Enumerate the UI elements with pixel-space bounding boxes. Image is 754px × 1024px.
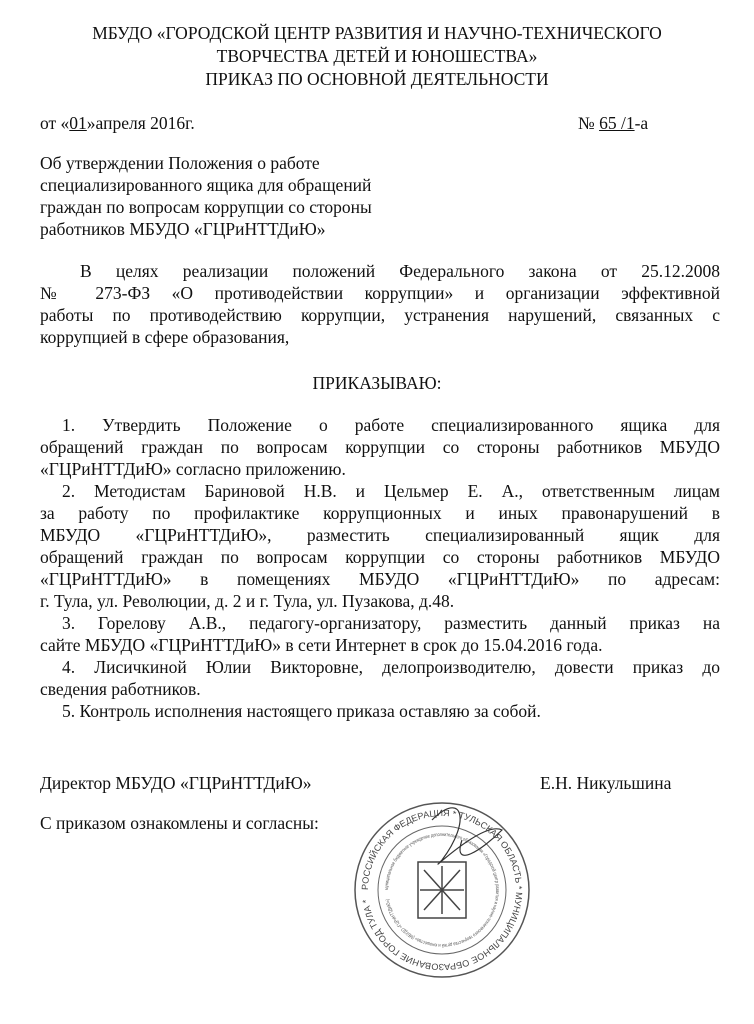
order-item-line: обращений граждан по вопросам коррупции со стороны работников МБУДО xyxy=(40,547,720,567)
acknowledged-label: С приказом ознакомлены и согласны: xyxy=(40,813,319,833)
order-item-line: сайте МБУДО «ГЦРиНТТДиЮ» в сети Интернет в срок до 15.04.2016 года. xyxy=(40,635,603,655)
org-header-line1: МБУДО «ГОРОДСКОЙ ЦЕНТР РАЗВИТИЯ И НАУЧНО-ТЕХНИЧЕСКОГО xyxy=(92,23,662,43)
order-item-line: 2. Методистам Бариновой Н.В. и Цельмер Е. А., ответственным лицам xyxy=(62,481,720,501)
order-item-line: «ГЦРиНТТДиЮ» согласно приложению. xyxy=(40,459,346,479)
order-item-line: 1. Утвердить Положение о работе специализированного ящика для xyxy=(62,415,720,435)
preamble-line: коррупцией в сфере образования, xyxy=(40,327,290,347)
order-word: ПРИКАЗЫВАЮ: xyxy=(312,373,442,393)
subject-line: специализированного ящика для обращений xyxy=(40,175,372,195)
order-item-line: 3. Горелову А.В., педагогу-организатору, разместить данный приказ на xyxy=(62,613,720,633)
order-item-line: сведения работников. xyxy=(40,679,201,699)
order-date xyxy=(40,112,195,134)
order-item-line: обращений граждан по вопросам коррупции со стороны работников МБУДО xyxy=(40,437,720,457)
number-prefix: № xyxy=(578,113,600,133)
order-item-line: 4. Лисичкиной Юлии Викторовне, делопроизводителю, довести приказ до xyxy=(62,657,720,677)
subject-line: граждан по вопросам коррупции со стороны xyxy=(40,197,372,217)
order-item-line: за работу по профилактике коррупционных и иных правонарушений в xyxy=(40,503,720,523)
preamble-line: В целях реализации положений Федерального закона от 25.12.2008 xyxy=(80,261,720,281)
subject-line: работников МБУДО «ГЦРиНТТДиЮ» xyxy=(40,219,326,239)
order-item-line: 5. Контроль исполнения настоящего приказа оставляю за собой. xyxy=(62,701,541,721)
number-value: 65 /1 xyxy=(599,113,635,133)
document-title: ПРИКАЗ ПО ОСНОВНОЙ ДЕЯТЕЛЬНОСТИ xyxy=(205,69,549,89)
order-item-line: г. Тула, ул. Революции, д. 2 и г. Тула, ул. Пузакова, д.48. xyxy=(40,591,455,611)
order-number xyxy=(578,112,648,134)
date-suffix: »апреля 2016г. xyxy=(86,113,195,133)
official-stamp xyxy=(352,800,532,980)
preamble-line: работы по противодействию коррупции, устранения нарушений, связанных с xyxy=(40,305,720,325)
signature-position: Директор МБУДО «ГЦРиНТТДиЮ» xyxy=(40,773,312,793)
stamp-outer-text: РОССИЙСКАЯ ФЕДЕРАЦИЯ * ТУЛЬСКАЯ ОБЛАСТЬ * МУНИЦИПАЛЬНОЕ ОБРАЗОВАНИЕ ГОРОД ТУЛА * xyxy=(359,807,525,973)
signature-name: Е.Н. Никульшина xyxy=(540,773,672,793)
order-item-line: «ГЦРиНТТДиЮ» в помещениях МБУДО «ГЦРиНТТДиЮ» по адресам: xyxy=(40,569,720,589)
date-prefix: от « xyxy=(40,113,70,133)
number-suffix: -а xyxy=(634,113,649,133)
order-item-line: МБУДО «ГЦРиНТТДиЮ», разместить специализированный ящик для xyxy=(40,525,720,545)
stamp-inner-text: муниципальное бюджетное учреждение дополнительного образования «Городской центр развития и научно-технического творчества детей и юношества» (МБУДО «ГЦРиНТТДиЮ») xyxy=(383,831,501,949)
preamble-line: № 273-ФЗ «О противодействии коррупции» и организации эффективной xyxy=(40,283,720,303)
org-header-line2: ТВОРЧЕСТВА ДЕТЕЙ И ЮНОШЕСТВА» xyxy=(216,46,538,66)
subject-line: Об утверждении Положения о работе xyxy=(40,153,320,173)
date-day: 01 xyxy=(69,113,87,133)
